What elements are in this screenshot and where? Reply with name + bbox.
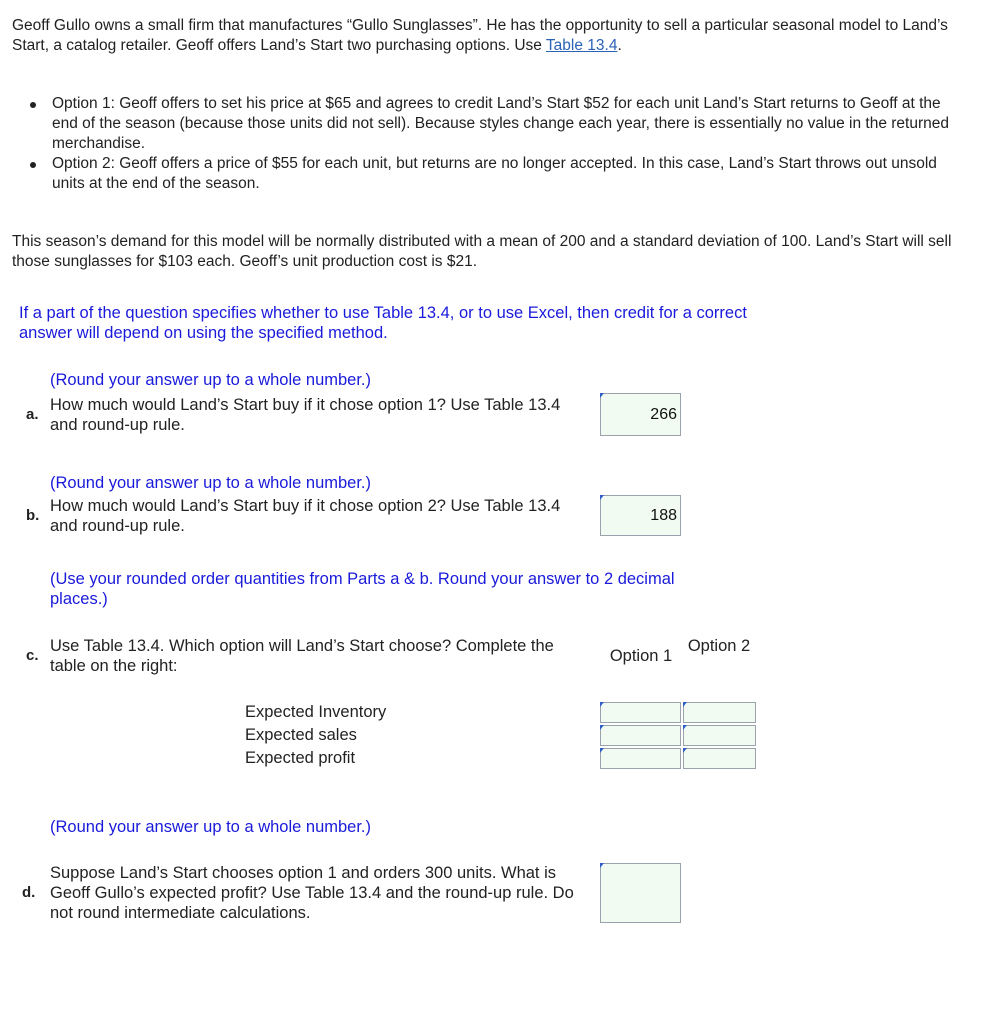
option-1-item — [12, 94, 957, 154]
demand-paragraph: This season’s demand for this model will be normally distributed with a mean of 200 and a standard deviation of 100. Land’s Start will sell those sunglasses for $103 each. Geoff’s unit production cost is $21. — [12, 233, 952, 270]
table-13-4-link[interactable]: Table 13.4 — [545, 37, 618, 54]
part-b-question: How much would Land’s Start buy if it chose option 2? Use Table 13.4 and round-up rule. — [50, 497, 561, 535]
part-c-letter: c. — [26, 647, 39, 664]
row-label-expected-profit: Expected profit — [245, 749, 356, 767]
col-header-option-2: Option 2 — [687, 637, 751, 655]
expected-inventory-option-2-input[interactable] — [683, 702, 756, 723]
expected-sales-option-2-input[interactable] — [683, 725, 756, 746]
part-a-question: How much would Land’s Start buy if it chose option 1? Use Table 13.4 and round-up rule. — [50, 396, 561, 434]
intro-text: Geoff Gullo owns a small firm that manufactures “Gullo Sunglasses”. He has the opportunity to sell a particular seasonal model to Land’s Start, a catalog retailer. Geoff offers Land’s Start two purchasing options. Use — [12, 17, 948, 54]
bullet-icon — [30, 102, 36, 108]
method-note: If a part of the question specifies whether to use Table 13.4, or to use Excel, then credit for a correct answer will depend on using the specified method. — [19, 304, 747, 342]
option-2-item — [12, 154, 957, 194]
flag-icon — [600, 393, 604, 398]
expected-profit-option-1-input[interactable] — [600, 748, 681, 769]
part-d-instruction: (Round your answer up to a whole number.) — [50, 818, 372, 836]
part-c-question: Use Table 13.4. Which option will Land’s Start choose? Complete the table on the right: — [50, 637, 554, 675]
row-label-expected-inventory: Expected Inventory — [245, 703, 387, 721]
flag-icon — [600, 702, 604, 707]
intro-text-end: . — [617, 37, 622, 54]
col-header-option-1: Option 1 — [609, 647, 673, 665]
flag-icon — [683, 725, 687, 730]
bullet-icon — [30, 162, 36, 168]
part-b-answer-input[interactable] — [600, 495, 681, 536]
part-b-answer-value: 188 — [650, 506, 677, 524]
flag-icon — [683, 702, 687, 707]
row-label-expected-sales: Expected sales — [245, 726, 357, 744]
part-d-question: Suppose Land’s Start chooses option 1 and orders 300 units. What is Geoff Gullo’s expected profit? Use Table 13.4 and the round-up rule. Do not round intermediate calculations. — [50, 864, 574, 922]
part-a-answer-input[interactable] — [600, 393, 681, 436]
part-b-letter: b. — [26, 507, 40, 524]
options-list — [12, 94, 957, 194]
part-d-answer-input[interactable] — [600, 863, 681, 923]
part-a-instruction: (Round your answer up to a whole number.) — [50, 371, 372, 389]
part-a-answer-value: 266 — [650, 405, 677, 423]
intro-paragraph — [12, 16, 962, 56]
flag-icon — [600, 495, 604, 500]
expected-profit-option-2-input[interactable] — [683, 748, 756, 769]
part-d-letter: d. — [22, 884, 36, 901]
flag-icon — [600, 748, 604, 753]
option-2-text: Option 2: Geoff offers a price of $55 for each unit, but returns are no longer accepted. In this case, Land’s Start throws out unsold units at the end of the season. — [52, 155, 937, 192]
expected-sales-option-1-input[interactable] — [600, 725, 681, 746]
part-a-letter: a. — [26, 406, 39, 423]
part-b-instruction: (Round your answer up to a whole number.) — [50, 474, 372, 492]
expected-inventory-option-1-input[interactable] — [600, 702, 681, 723]
option-1-text: Option 1: Geoff offers to set his price at $65 and agrees to credit Land’s Start $52 for each unit Land’s Start returns to Geoff at the end of the season (because those units did not sell). Because styles change each year, there is essentially no value in the returned merchandise. — [52, 95, 949, 152]
flag-icon — [600, 863, 604, 868]
part-c-instruction: (Use your rounded order quantities from Parts a & b. Round your answer to 2 decimal places.) — [50, 570, 675, 608]
flag-icon — [683, 748, 687, 753]
flag-icon — [600, 725, 604, 730]
